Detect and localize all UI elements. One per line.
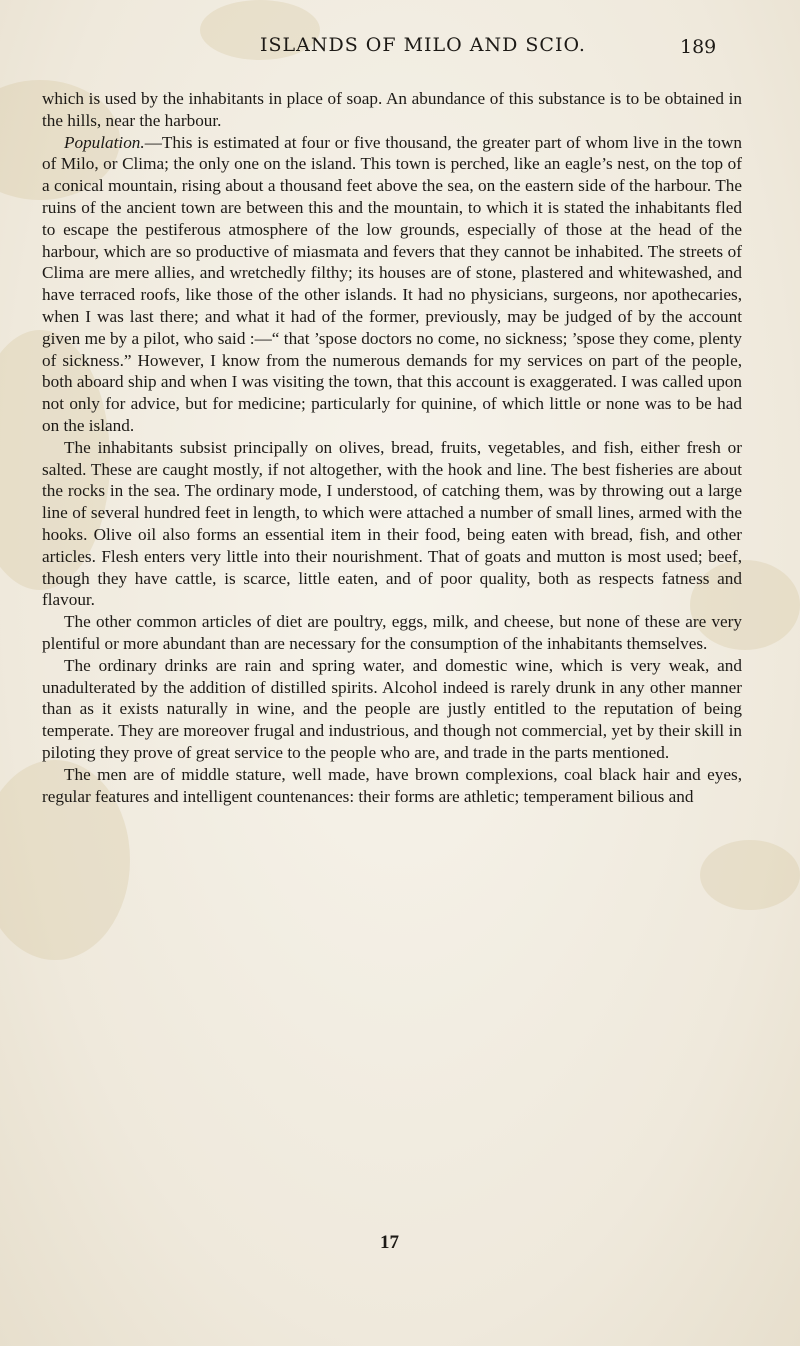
section-heading: Population. <box>64 132 145 152</box>
paragraph-text: —This is estimated at four or five thousand, the greater part of whom live in the town of Milo, or Clima; the only one on the island. This town is perched, like an eagle’s nest, on the top of a conical mountain, rising about a thousand feet above the sea, on the eastern side of the harbour. The ruins of the ancient town are between this and the mountain, to which it is stated the inhabitants fled to escape the pestiferous atmosphere of the low grounds, especially of those at the head of the harbour, which are so productive of miasmata and fevers that they cannot be inhabited. The streets of Clima are mere allies, and wretchedly filthy; its houses are of stone, plastered and whitewashed, and have terraced roofs, like those of the other islands. It had no physicians, surgeons, nor apothecaries, when I was last there; and what it had of the former, previously, may be judged of by the account given me by a pilot, who said :—“ that ’spose doctors no come, no sickness; ’spose they come, plenty of sickness.” However, I know from the numerous demands for my services on part of the people, both aboard ship and when I was visiting the town, that this account is exaggerated. I was called upon not only for advice, but for medicine; particularly for quinine, of which little or none was to be had on the island. <box>42 132 742 435</box>
page-header <box>60 22 740 62</box>
paragraph-text: The inhabitants subsist principally on olives, bread, fruits, vegetables, and fish, either fresh or salted. These are caught mostly, if not altogether, with the hook and line. The best fisheries are about the rocks in the sea. The ordinary mode, I understood, of catching them, was by throwing out a large line of several hundred feet in length, to which were attached a number of small lines, armed with the hooks. Olive oil also forms an essential item in their food, being eaten with bread, fish, and other articles. Flesh enters very little into their nourishment. That of goats and mutton is most used; beef, though they have cattle, is scarce, little eaten, and of poor quality, both as respects fatness and flavour. <box>42 437 742 610</box>
paragraph-text: The ordinary drinks are rain and spring water, and domestic wine, which is very weak, and unadulterated by the addition of distilled spirits. Alcohol indeed is rarely drunk in any other manner than as it exists naturally in wine, and the people are justly entitled to the reputation of being temperate. They are moreover frugal and industrious, and though not commercial, yet by their skill in piloting they prove of great service to the people who are, and trade in the parts mentioned. <box>42 655 742 762</box>
paragraph <box>42 611 742 655</box>
signature-mark: 17 <box>380 1232 399 1253</box>
paragraph <box>42 764 742 808</box>
paragraph <box>42 132 742 437</box>
page-number: 189 <box>680 36 717 58</box>
paragraph <box>42 88 742 132</box>
paragraph <box>42 655 742 764</box>
paragraph <box>42 437 742 611</box>
paragraph-text: which is used by the inhabitants in place of soap. An abundance of this substance is to be obtained in the hills, near the harbour. <box>42 89 742 130</box>
paragraph-text: The men are of middle stature, well made, have brown complexions, coal black hair and eyes, regular features and intelligent countenances: their forms are athletic; temperament bilious and <box>42 764 742 806</box>
body-text <box>42 88 742 807</box>
running-head: ISLANDS OF MILO AND SCIO. <box>260 34 586 56</box>
paragraph-text: The other common articles of diet are poultry, eggs, milk, and cheese, but none of these are very plentiful or more abundant than are necessary for the consumption of the inhabitants themselves. <box>42 612 742 653</box>
foxing-stain <box>700 840 800 910</box>
